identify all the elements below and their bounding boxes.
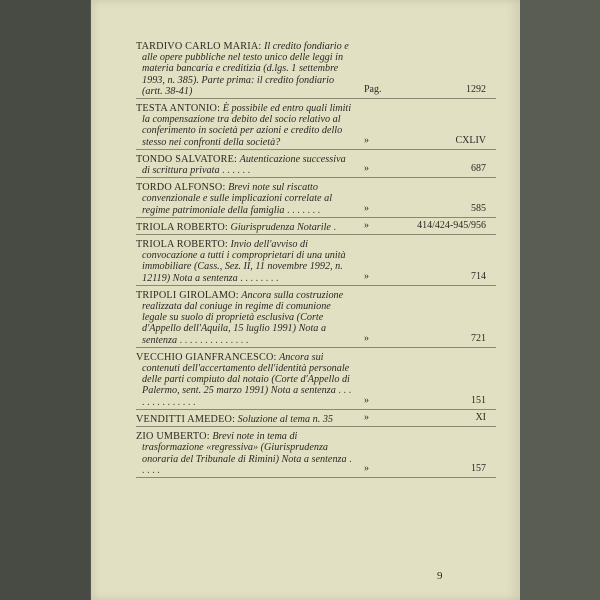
entry-author: TESTA ANTONIO: xyxy=(136,103,221,115)
entry-title: Soluzione al tema n. 35 xyxy=(237,413,334,425)
page-number: 9 xyxy=(437,570,443,582)
entry-page-ref: 151 xyxy=(471,394,486,406)
entry-page-marker: » xyxy=(364,202,369,214)
entry-text xyxy=(136,239,355,284)
index-entry xyxy=(136,289,496,348)
entry-page-ref: 157 xyxy=(471,462,486,474)
entry-author: TRIPOLI GIROLAMO: xyxy=(136,289,239,301)
index-entry xyxy=(136,413,496,427)
entry-page-marker: » xyxy=(364,462,369,474)
entry-title: Brevi note sul riscatto convenzionale e sulle implicazioni correlate al regime patrimoniale della famiglia xyxy=(142,182,333,216)
entry-title: Ancora sui contenuti dell'accertamento dell'identità personale delle parti compiuto dal notaio (Corte d'Appello di Palermo, sent. 25 marzo 1991) Nota a sentenza xyxy=(142,351,350,397)
index-entry xyxy=(136,238,496,286)
index-entry xyxy=(136,40,496,99)
entry-text xyxy=(136,182,355,216)
entry-leaders: . . . . . . . . . . . . . . xyxy=(177,334,249,346)
index-entry xyxy=(136,221,496,235)
entry-title: Giurisprudenza Notarile xyxy=(230,221,331,233)
entry-text xyxy=(136,41,355,97)
entry-title: È possibile ed entro quali limiti la compensazione tra debito del socio relativo al conferimento in società per azioni e credito dello stesso nei confronti della società? xyxy=(142,103,352,148)
entry-text xyxy=(136,431,355,476)
entry-page-marker: Pag. xyxy=(364,84,382,96)
entry-page-ref: 414/424-945/956 xyxy=(417,220,486,232)
entry-text xyxy=(136,154,355,176)
entry-text xyxy=(136,352,355,408)
entry-page-ref: 687 xyxy=(471,163,486,175)
entry-page-ref: 1292 xyxy=(466,84,486,96)
entry-page-marker: » xyxy=(364,394,369,406)
entry-page-ref: 721 xyxy=(471,332,486,344)
entry-title: Brevi note in tema di trasformazione «regressiva» (Giurisprudenza onoraria del Tribunale di Rimini) Nota a sentenza xyxy=(142,431,347,465)
entry-leaders: . . . . . . . . . . . . . . xyxy=(142,385,352,408)
entry-leaders: . . . . . . . xyxy=(284,204,321,216)
index-entry xyxy=(136,430,496,478)
entry-author: TRIOLA ROBERTO: xyxy=(136,221,228,233)
entry-page-ref: 585 xyxy=(471,202,486,214)
entry-page-marker: » xyxy=(364,412,369,424)
entry-leaders: . . . . . . . . xyxy=(237,272,279,284)
index-entry xyxy=(136,102,496,150)
entry-text xyxy=(136,414,355,425)
index-entries xyxy=(136,40,496,481)
index-entry xyxy=(136,181,496,218)
entry-leaders: . . . . . . xyxy=(219,165,251,177)
entry-author: VECCHIO GIANFRANCESCO: xyxy=(136,351,277,363)
background-right xyxy=(520,0,600,600)
entry-text xyxy=(136,290,355,346)
entry-page-marker: » xyxy=(364,163,369,175)
entry-leaders: . . . . . xyxy=(142,453,352,476)
entry-page-ref: XI xyxy=(475,412,486,424)
entry-page-marker: » xyxy=(364,220,369,232)
entry-title: Invio dell'avviso di convocazione a tutti i comproprietari di una unità immobiliare (Cass., Sez. II, 11 novembre 1992, n. 12119) Nota a sentenza xyxy=(142,239,346,284)
background-left xyxy=(0,0,90,600)
entry-author: TARDIVO CARLO MARIA: xyxy=(136,41,262,52)
entry-author: TORDO ALFONSO: xyxy=(136,182,226,194)
entry-author: ZIO UMBERTO: xyxy=(136,431,210,443)
index-entry xyxy=(136,351,496,410)
entry-text xyxy=(136,103,355,148)
entry-author: VENDITTI AMEDEO: xyxy=(136,413,236,425)
entry-author: TRIOLA ROBERTO: xyxy=(136,239,228,251)
entry-author: TONDO SALVATORE: xyxy=(136,153,238,165)
entry-page-ref: CXLIV xyxy=(455,134,486,146)
entry-page-ref: 714 xyxy=(471,270,486,282)
entry-title: Il credito fondiario e alle opere pubbliche nel testo unico delle leggi in materia bancaria e creditizia (d.lgs. 1 settembre 1993, n. 385). Parte prima: il credito fondiario (artt. 38-41) xyxy=(142,41,349,97)
entry-leaders: . xyxy=(330,221,337,233)
entry-page-marker: » xyxy=(364,134,369,146)
entry-title: Autenticazione successiva di scrittura privata xyxy=(142,153,346,177)
entry-page-marker: » xyxy=(364,270,369,282)
entry-page-marker: » xyxy=(364,332,369,344)
index-entry xyxy=(136,153,496,178)
entry-title: Ancora sulla costruzione realizzata dal coniuge in regime di comunione legale su suolo di proprietà esclusiva (Corte d'Appello dell'Aquila, 15 luglio 1991) Nota a sentenza xyxy=(142,289,344,346)
book-page xyxy=(91,0,520,600)
entry-text xyxy=(136,222,355,233)
